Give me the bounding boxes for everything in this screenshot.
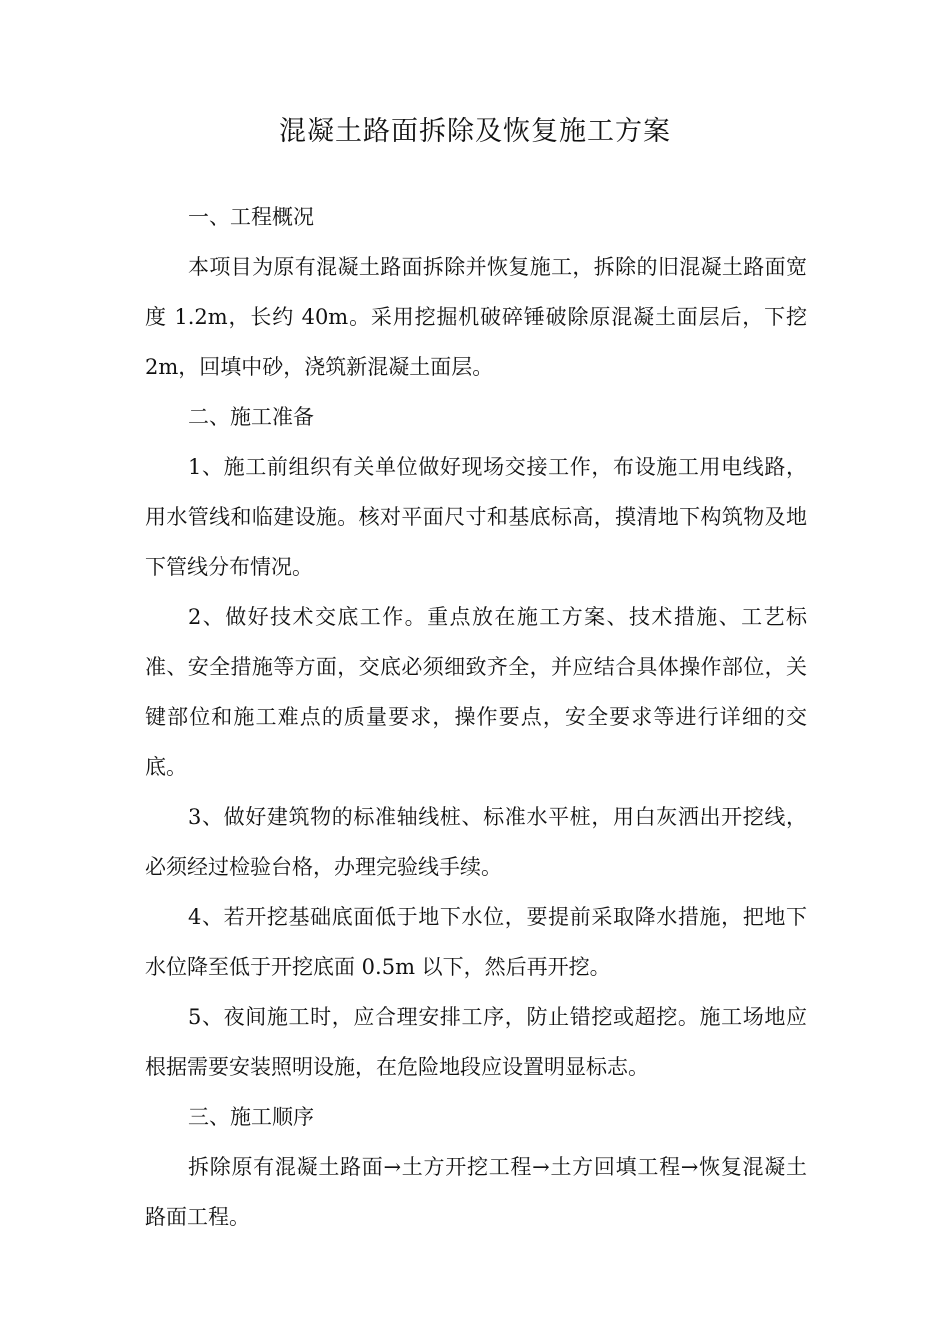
paragraph-prep-5: 5、夜间施工时，应合理安排工序，防止错挖或超挖。施工场地应根据需要安装照明设施，在危险地段应设置明显标志。: [145, 1005, 807, 1079]
paragraph-overview: 本项目为原有混凝土路面拆除并恢复施工，拆除的旧混凝土路面宽度 1.2m，长约 40m。采用挖掘机破碎锤破除原混凝土面层后，下挖 2m，回填中砂，浇筑新混凝土面层。: [145, 255, 807, 379]
document-title: 混凝土路面拆除及恢复施工方案: [279, 116, 671, 147]
paragraph-sequence: 拆除原有混凝土路面→土方开挖工程→土方回填工程→恢复混凝土路面工程。: [145, 1155, 807, 1229]
section-heading-preparation: 二、施工准备: [188, 405, 314, 429]
paragraph-prep-3: 3、做好建筑物的标准轴线桩、标准水平桩，用白灰洒出开挖线，必须经过检验台格，办理完验线手续。: [145, 805, 807, 879]
paragraph-prep-2: 2、做好技术交底工作。重点放在施工方案、技术措施、工艺标准、安全措施等方面，交底必须细致齐全，并应结合具体操作部位，关键部位和施工难点的质量要求，操作要点，安全要求等进行详细的交底。: [145, 605, 807, 779]
section-heading-overview: 一、工程概况: [188, 205, 314, 229]
paragraph-prep-1: 1、施工前组织有关单位做好现场交接工作，布设施工用电线路，用水管线和临建设施。核对平面尺寸和基底标高，摸清地下构筑物及地下管线分布情况。: [145, 455, 807, 579]
document-body: [145, 192, 807, 1242]
paragraph-prep-4: 4、若开挖基础底面低于地下水位，要提前采取降水措施，把地下水位降至低于开挖底面 0.5m 以下，然后再开挖。: [145, 905, 807, 979]
section-heading-sequence: 三、施工顺序: [188, 1105, 314, 1129]
